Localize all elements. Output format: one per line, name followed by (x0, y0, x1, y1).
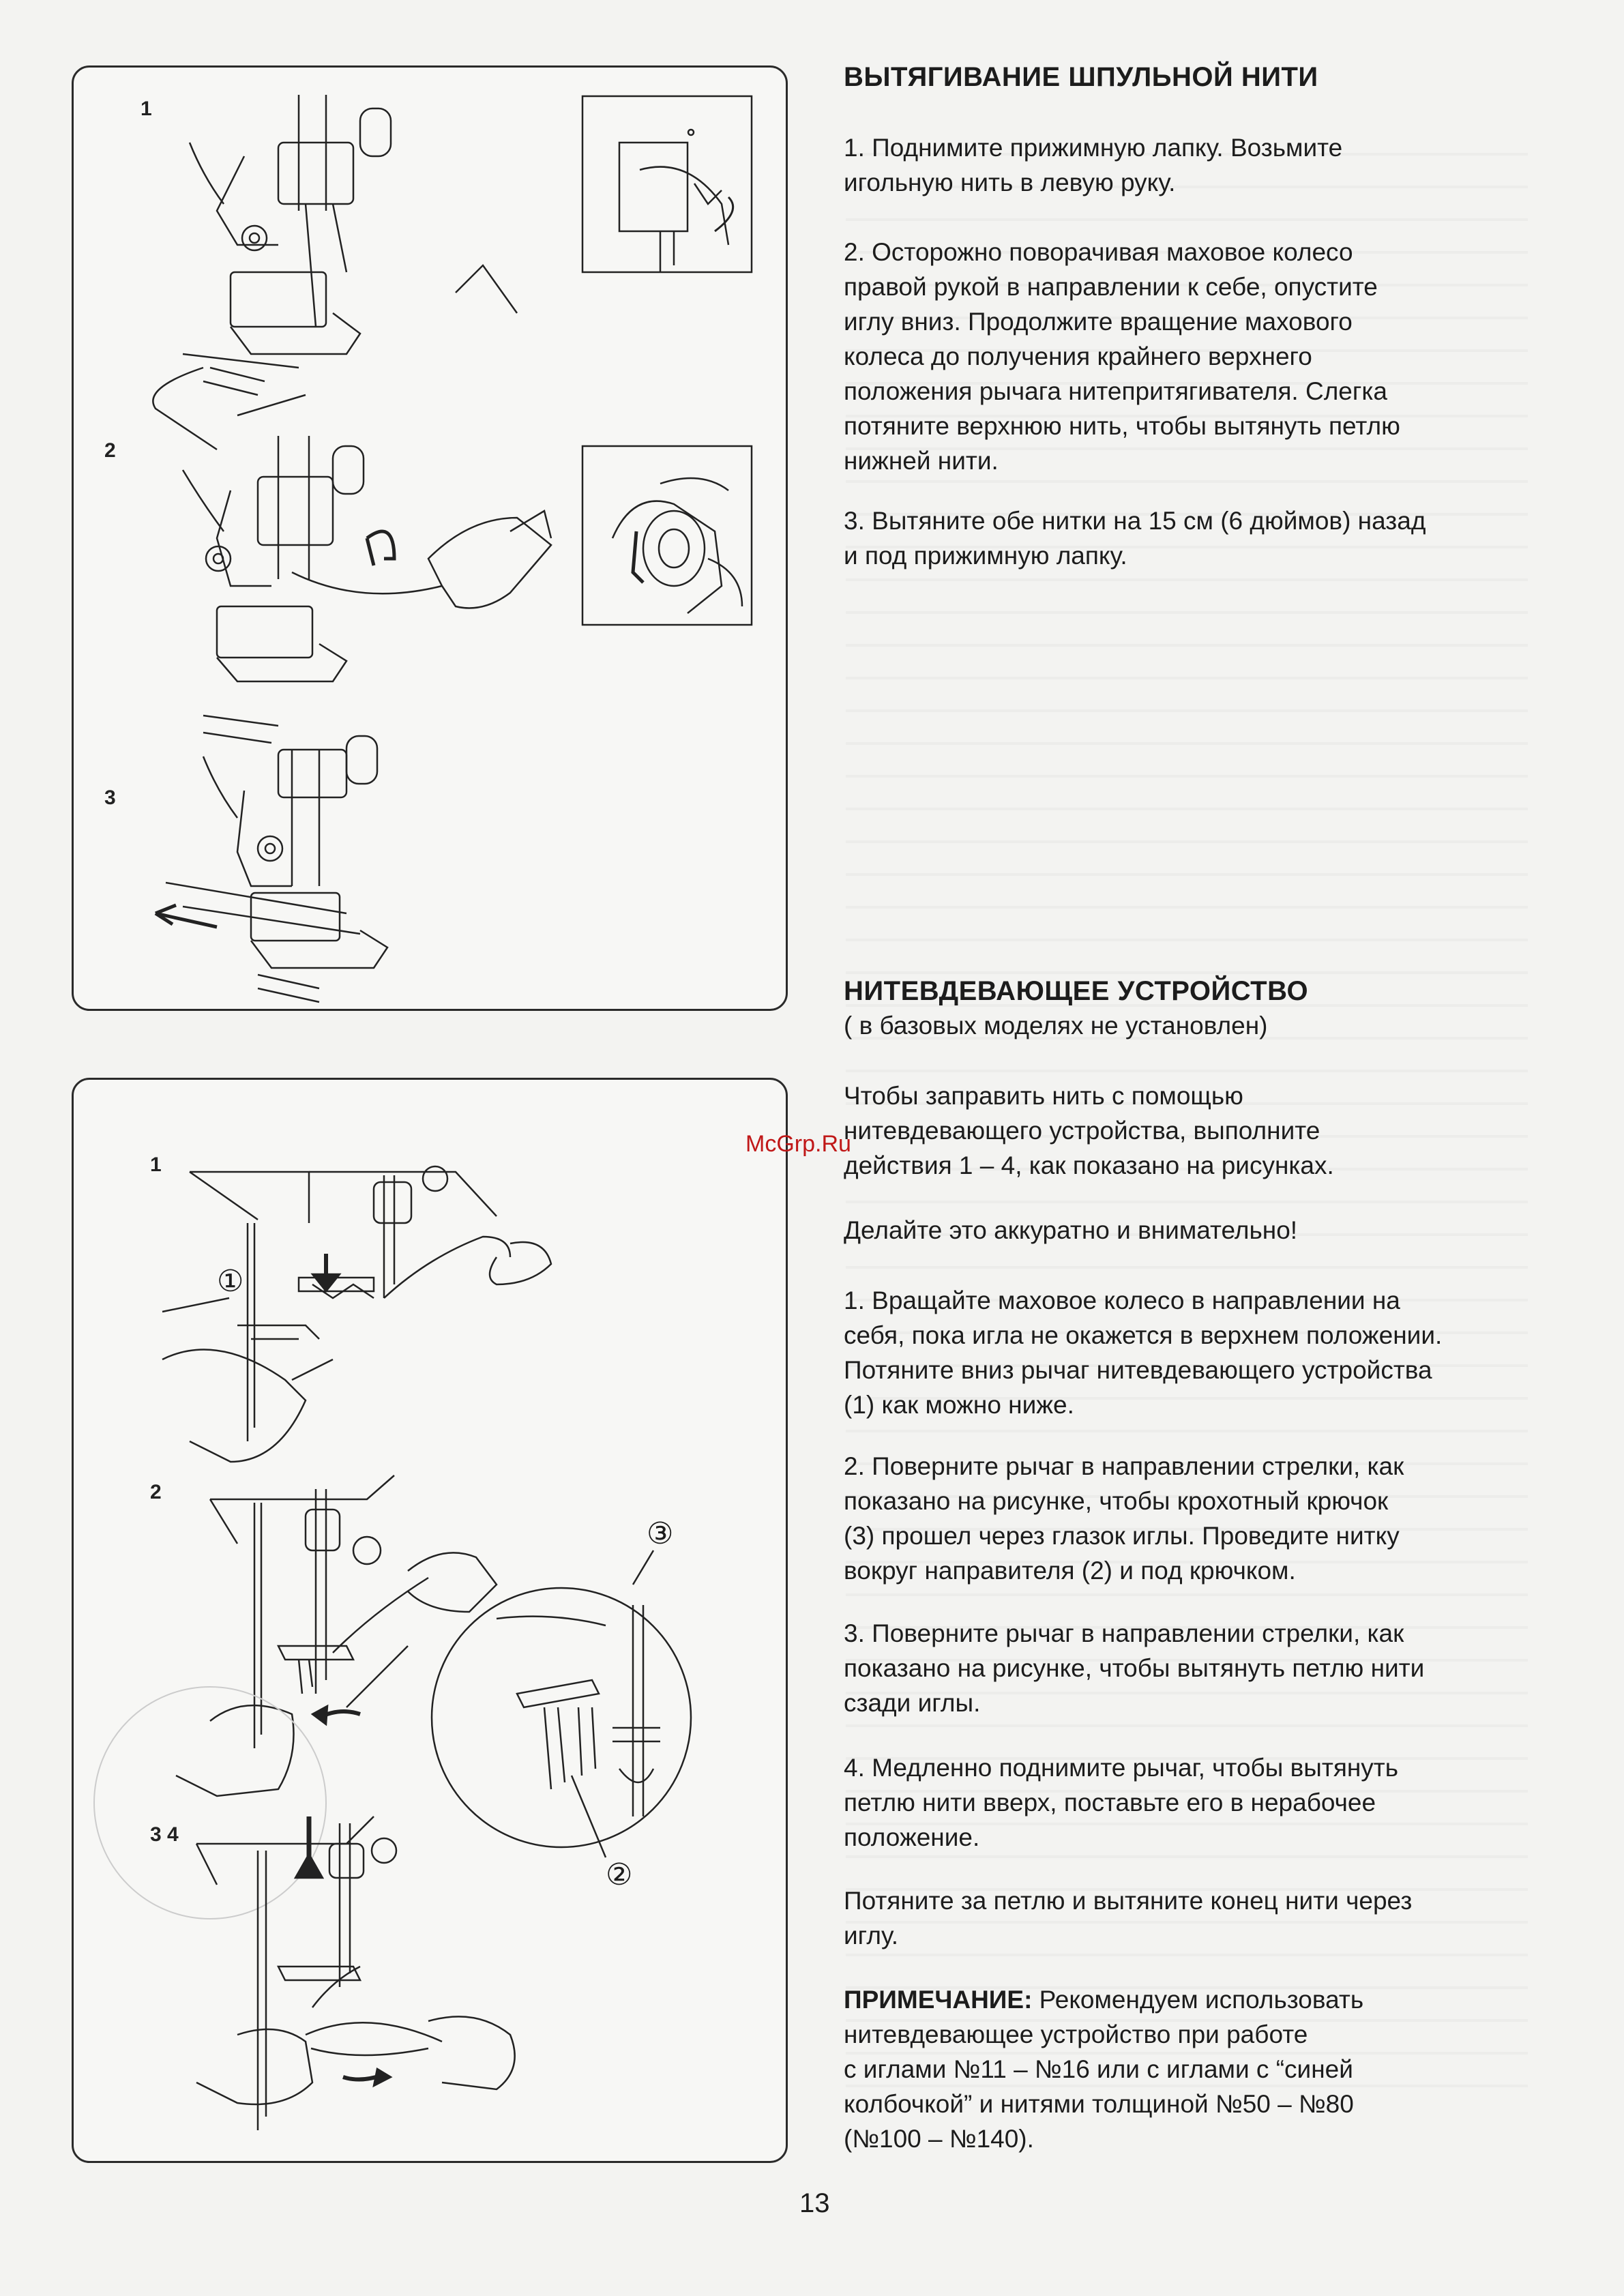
threader-note (844, 1982, 1363, 2156)
threader-2-illustration (94, 1475, 497, 1919)
presser-foot-2-illustration (183, 436, 551, 743)
threader-step-3: 3. Поверните рычаг в направлении стрелки, как показано на рисунке, чтобы вытянуть петлю нити сзади иглы. (844, 1619, 1425, 1717)
threader-detail-illustration (432, 1550, 691, 1857)
threader-drawings (74, 1080, 786, 2161)
inset-1-illustration (582, 96, 752, 272)
presser-foot-drawings (74, 68, 786, 1009)
bobbin-section-title: ВЫТЯГИВАНИЕ ШПУЛЬНОЙ НИТИ (844, 62, 1318, 92)
presser-foot-1-illustration (153, 95, 517, 450)
threader-step-1: 1. Вращайте маховое колесо в направлении на себя, пока игла не окажется в верхнем положении. Потяните вниз рычаг нитевдевающего устройства (1) как можно ниже. (844, 1286, 1443, 1419)
threader-pull-loop: Потяните за петлю и вытяните конец нити через иглу. (844, 1887, 1413, 1949)
threader-step-4: 4. Медленно поднимите рычаг, чтобы вытянуть петлю нити вверх, поставьте его в нерабочее положение. (844, 1754, 1399, 1851)
presser-foot-3-illustration (156, 736, 387, 1002)
threader-section-title: НИТЕВДЕВАЮЩЕЕ УСТРОЙСТВО (844, 976, 1309, 1006)
note-text: Рекомендуем использовать нитевдевающее устройство при работе с иглами №11 – №16 или с иглами с “синей колбочкой” и нитями толщиной №50 – №80 (№100 – №140). (844, 1986, 1364, 2153)
threader-1-illustration (162, 1166, 551, 1462)
inset-2-illustration (582, 446, 752, 625)
bobbin-illustrations-panel (72, 65, 788, 1011)
watermark-text: McGrp.Ru (745, 1131, 851, 1157)
figure-label-2: 2 (104, 439, 116, 462)
bobbin-step-3: 3. Вытяните обе нитки на 15 см (6 дюймов) назад и под прижимную лапку. (844, 507, 1426, 570)
figure-label-1: 1 (141, 98, 152, 120)
threader-illustrations-panel (72, 1078, 788, 2163)
bobbin-step-2: 2. Осторожно поворачивая маховое колесо правой рукой в направлении к себе, опустите иглу вниз. Продолжите вращение махового колеса до получения крайнего верхнего положения рычага нитепритягивателя. Слегка потяните верхнюю нить, чтобы вытянуть петлю нижней нити. (844, 238, 1400, 475)
threader-intro: Чтобы заправить нить с помощью нитевдевающего устройства, выполните действия 1 – 4, как показано на рисунках. (844, 1082, 1334, 1179)
threader-caution: Делайте это аккуратно и внимательно! (844, 1216, 1298, 1244)
threader-3-4-illustration (196, 1816, 515, 2130)
page-number: 13 (799, 2188, 830, 2218)
figure-label-2: 2 (150, 1481, 162, 1503)
callout-guide-2: ② (606, 1858, 633, 1892)
threader-step-2: 2. Поверните рычаг в направлении стрелки, как показано на рисунке, чтобы крохотный крючок (3) прошел через глазок иглы. Проведите нитку вокруг направителя (2) и под крючком. (844, 1452, 1404, 1585)
figure-label-3-4: 3 4 (150, 1823, 179, 1846)
figure-label-3: 3 (104, 786, 116, 809)
callout-lever-1: ① (217, 1265, 244, 1298)
bobbin-step-1: 1. Поднимите прижимную лапку. Возьмите игольную нить в левую руку. (844, 134, 1343, 196)
threader-section-subtitle: ( в базовых моделях не установлен) (844, 1012, 1268, 1040)
callout-hook-3: ③ (647, 1517, 674, 1550)
note-label: ПРИМЕЧАНИЕ: (844, 1986, 1033, 2014)
figure-label-1: 1 (150, 1153, 162, 1176)
